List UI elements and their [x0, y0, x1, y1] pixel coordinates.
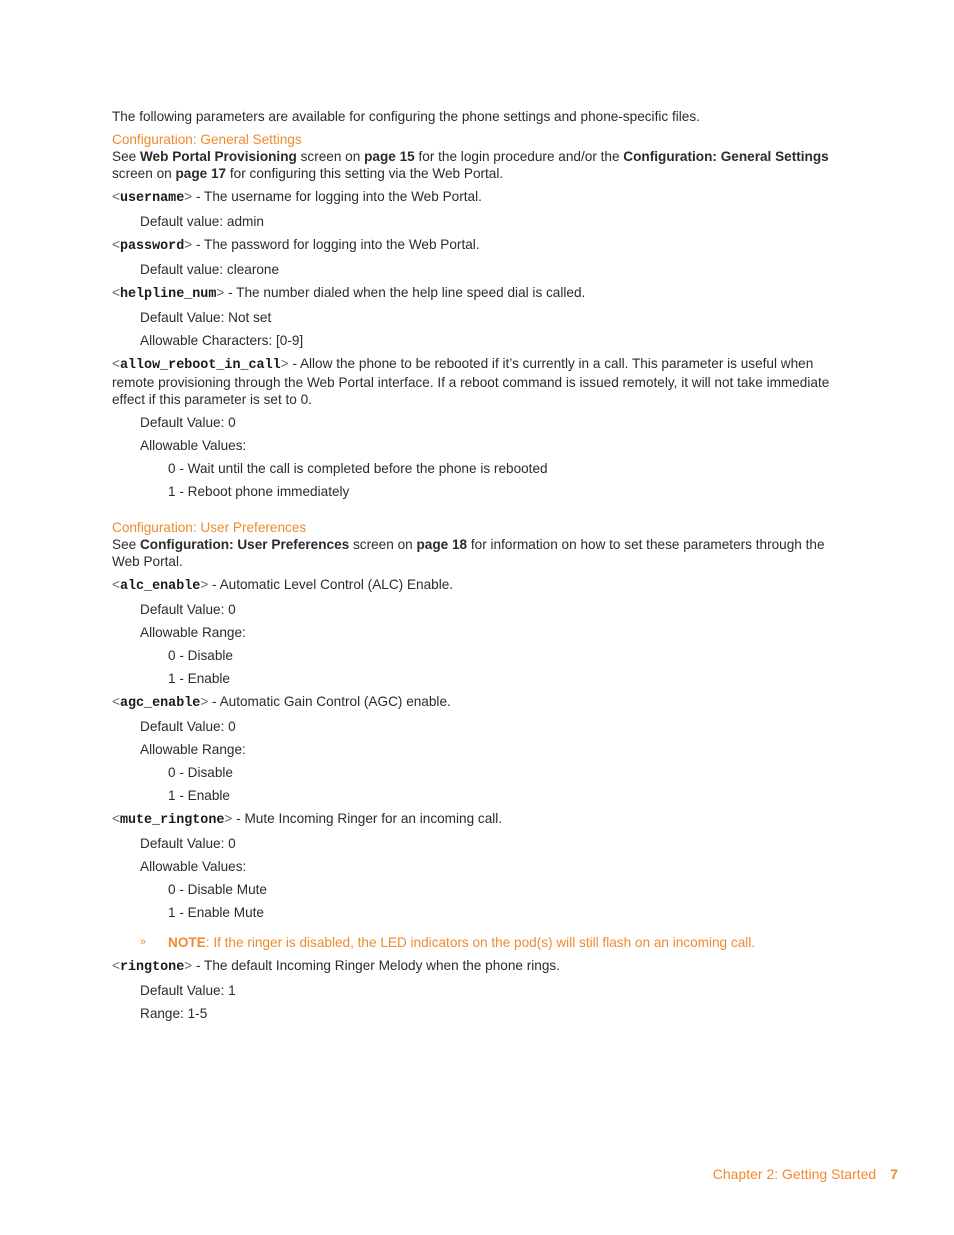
page-footer: [713, 1166, 898, 1183]
param-password: <password> - The password for logging into the Web Portal.: [112, 237, 480, 254]
page-content: [112, 108, 842, 1022]
reboot-value-0: 0 - Wait until the call is completed before the phone is rebooted: [168, 461, 548, 476]
param-allow-reboot: <allow_reboot_in_call> - Allow the phone to be rebooted if it’s currently in a call. This parameter is useful when remote provisioning through the Web Portal interface. If a reboot command is issued remotely, it will not take immediate effect if this parameter is set to 0.: [112, 356, 830, 407]
param-ringtone: <ringtone> - The default Incoming Ringer Melody when the phone rings.: [112, 958, 560, 975]
mute-value-1: 1 - Enable Mute: [168, 905, 264, 920]
alc-default: Default Value: 0: [140, 602, 236, 617]
param-username: <username> - The username for logging into the Web Portal.: [112, 189, 482, 206]
agc-range: Allowable Range:: [140, 742, 246, 757]
intro-text: The following parameters are available for configuring the phone settings and phone-specific files.: [112, 109, 700, 124]
param-alc-enable: <alc_enable> - Automatic Level Control (ALC) Enable.: [112, 577, 454, 594]
param-mute-ringtone: <mute_ringtone> - Mute Incoming Ringer for an incoming call.: [112, 811, 503, 828]
chevron-right-icon: »: [140, 936, 147, 948]
agc-default: Default Value: 0: [140, 719, 236, 734]
user-preferences-heading: Configuration: User Preferences: [112, 520, 307, 535]
ringtone-range: Range: 1-5: [140, 1006, 208, 1021]
footer-chapter: Chapter 2: Getting Started: [712, 1166, 877, 1182]
user-preferences-see: See Configuration: User Preferences screen on page 18 for information on how to set these parameters through the Web Portal.: [112, 537, 825, 569]
note-label: NOTE: [168, 935, 206, 950]
reboot-default: Default Value: 0: [140, 415, 236, 430]
username-default: Default value: admin: [140, 214, 264, 229]
helpline-allowable: Allowable Characters: [0-9]: [140, 333, 304, 348]
password-default: Default value: clearone: [140, 262, 280, 277]
alc-value-1: 1 - Enable: [168, 671, 230, 686]
agc-value-1: 1 - Enable: [168, 788, 230, 803]
general-settings-heading: Configuration: General Settings: [112, 132, 302, 147]
ringer-note: » NOTE: If the ringer is disabled, the LED indicators on the pod(s) will still flash on an incoming call.: [140, 935, 756, 950]
general-settings-see: See Web Portal Provisioning screen on page 15 for the login procedure and/or the Configuration: General Settings screen on page 17 for configuring this setting via the Web Portal.: [112, 149, 829, 181]
alc-value-0: 0 - Disable: [168, 648, 233, 663]
mute-allowable: Allowable Values:: [140, 859, 247, 874]
reboot-value-1: 1 - Reboot phone immediately: [168, 484, 350, 499]
ringtone-default: Default Value: 1: [140, 983, 236, 998]
page-number: 7: [890, 1166, 898, 1182]
param-helpline-num: <helpline_num> - The number dialed when the help line speed dial is called.: [112, 285, 586, 302]
helpline-default: Default Value: Not set: [140, 310, 272, 325]
mute-default: Default Value: 0: [140, 836, 236, 851]
param-agc-enable: <agc_enable> - Automatic Gain Control (AGC) enable.: [112, 694, 451, 711]
mute-value-0: 0 - Disable Mute: [168, 882, 267, 897]
alc-range: Allowable Range:: [140, 625, 246, 640]
agc-value-0: 0 - Disable: [168, 765, 233, 780]
reboot-allowable: Allowable Values:: [140, 438, 247, 453]
